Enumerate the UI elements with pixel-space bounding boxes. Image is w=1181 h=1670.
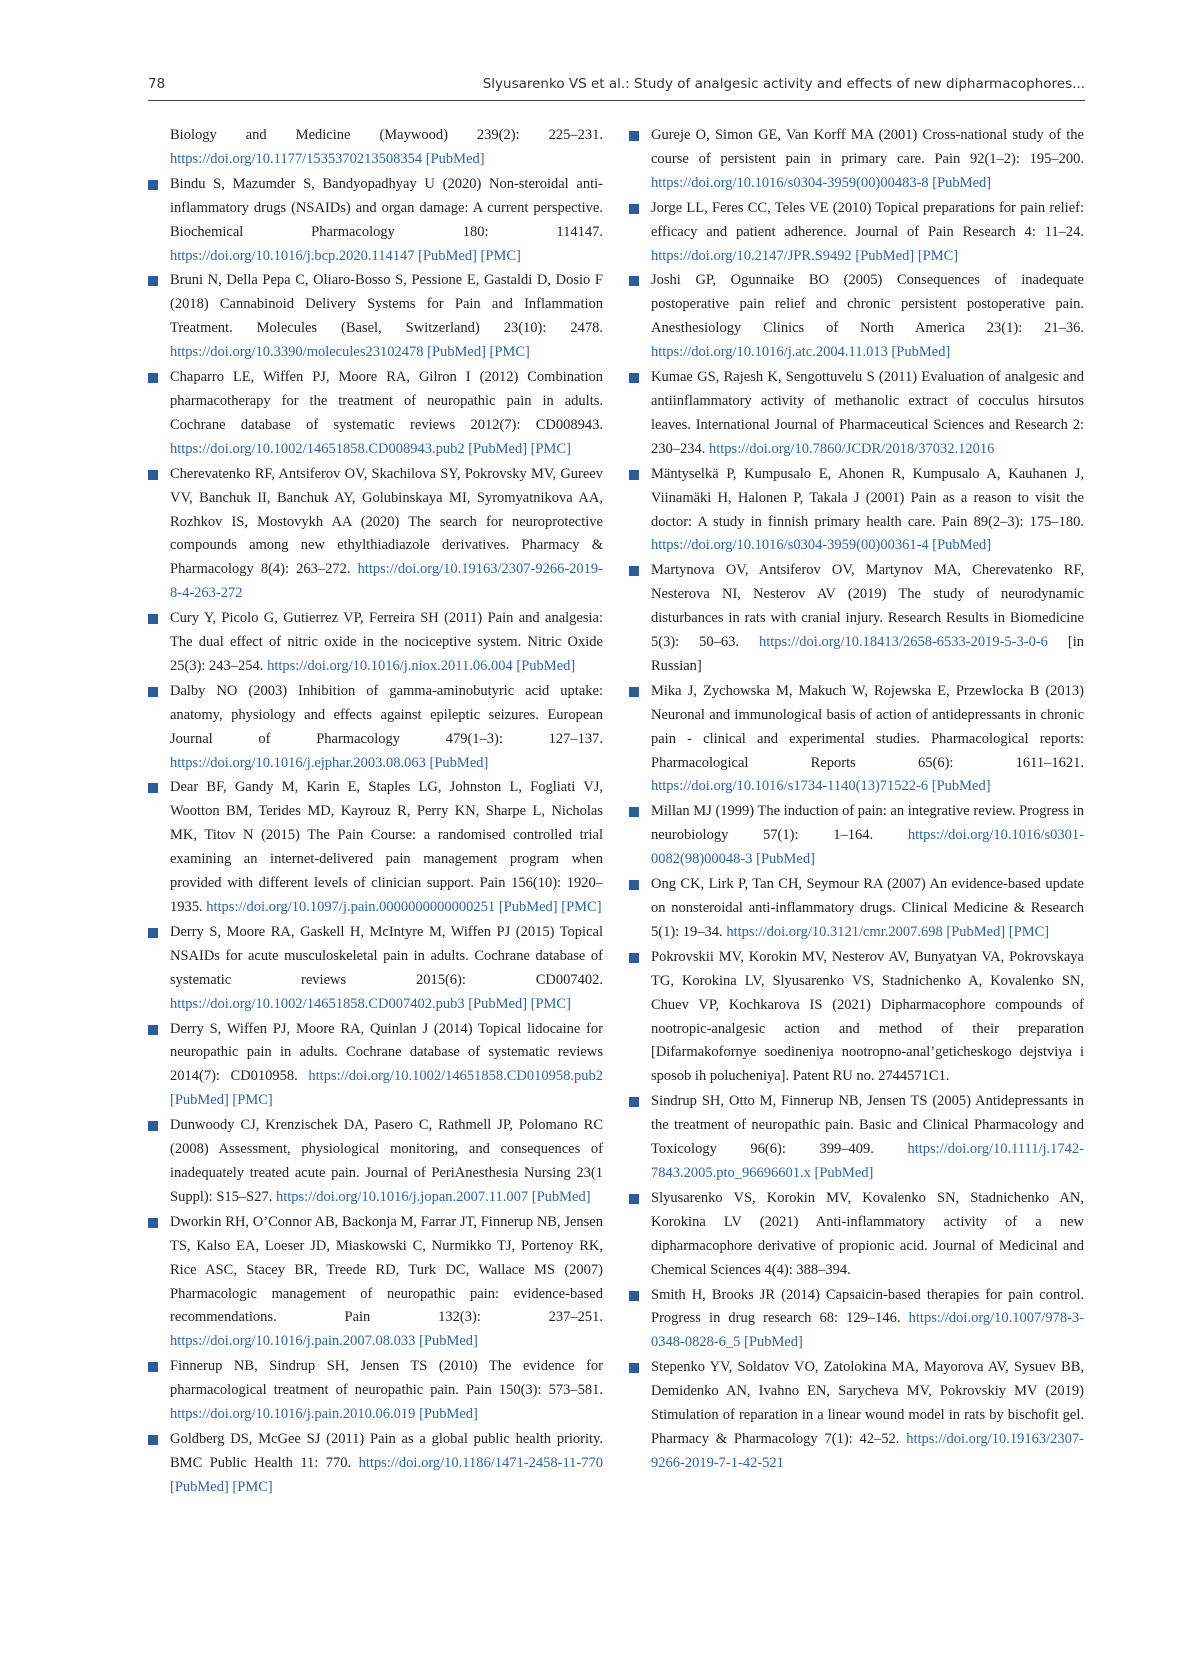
running-header <box>148 76 1085 101</box>
reference-text: Mika J, Zychowska M, Makuch W, Rojewska E, Przewlocka B (2013) Neuronal and immunological basis of action of antidepressants in chronic pain - clinical and experimental studies. Pharmacological reports: Pharmacological Reports 65(6): 1611–1621. <box>651 682 1084 771</box>
reference-column-right <box>629 124 1084 1477</box>
reference-text: Stepenko YV, Soldatov VO, Zatolokina MA, Mayorova AV, Sysuev BB, Demidenko AN, Ivahno EN, Sarycheva MV, Pokrovskiy MV (2019) Stimulation of reparation in a linear wound model in rats by bischofit gel. Pharmacy & Pharmacology 7(1): 42–52. <box>651 1359 1084 1447</box>
pubmed-pmc-links[interactable]: [PubMed] [PMC] <box>468 440 571 457</box>
bullet-square-icon <box>148 276 158 286</box>
reference-text: Finnerup NB, Sindrup SH, Jensen TS (2010) The evidence for pharmacological treatment of neuropathic pain. Pain 150(3): 573–581. <box>170 1358 603 1399</box>
pubmed-pmc-links[interactable]: [PubMed] <box>419 1333 478 1350</box>
doi-link[interactable]: https://doi.org/10.1016/s0304-3959(00)00361-4 <box>651 537 929 554</box>
reference-text: Cury Y, Picolo G, Gutierrez VP, Ferreira SH (2011) Pain and analgesia: The dual effect of nitric oxide in the nociceptive system. Nitric Oxide 25(3): 243–254. <box>170 610 603 674</box>
bullet-square-icon <box>629 204 639 214</box>
reference-text: Jorge LL, Feres CC, Teles VE (2010) Topical preparations for pain relief: efficacy and patient adherence. Journal of Pain Research 4: 11–24. <box>651 199 1084 240</box>
reference-item <box>629 800 1084 872</box>
reference-item <box>629 197 1084 269</box>
reference-item <box>629 1090 1084 1186</box>
doi-link[interactable]: https://doi.org/10.1016/j.atc.2004.11.013 <box>651 344 888 361</box>
bullet-square-icon <box>629 1097 639 1107</box>
bullet-square-icon <box>148 1121 158 1131</box>
reference-text: Dworkin RH, O’Connor AB, Backonja M, Farrar JT, Finnerup NB, Jensen TS, Kalso EA, Loeser JD, Miaskowski C, Nurmikko TJ, Portenoy RK, Rice ASC, Stacey BR, Treede RD, Turk DC, Wallace MS (2007) Pharmacologic management of neuropathic pain: evidence-based recommendations. Pain 132(3): 237–251. <box>170 1213 603 1326</box>
bullet-square-icon <box>629 1194 639 1204</box>
doi-link[interactable]: https://doi.org/10.1016/s0301-0082(98)00048-3 <box>651 827 1084 868</box>
bullet-square-icon <box>148 180 158 190</box>
reference-item <box>629 269 1084 365</box>
doi-link[interactable]: https://doi.org/10.1097/j.pain.0000000000000251 <box>206 899 496 915</box>
pubmed-pmc-links[interactable]: [PubMed] <box>419 1406 478 1423</box>
pubmed-pmc-links[interactable]: [PubMed] [PMC] <box>170 1478 273 1495</box>
bullet-square-icon <box>148 928 158 938</box>
reference-item <box>148 607 603 679</box>
doi-link[interactable]: https://doi.org/10.1177/1535370213508354 <box>170 150 423 167</box>
doi-link[interactable]: https://doi.org/10.1016/j.bcp.2020.114147 <box>170 247 415 264</box>
reference-suffix: [in Russian] <box>651 634 1084 674</box>
reference-item <box>148 1018 603 1114</box>
reference-text: Ong CK, Lirk P, Tan CH, Seymour RA (2007) An evidence-based update on nonsteroidal anti-inflammatory drugs. Clinical Medicine & Research 5(1): 19–34. <box>651 876 1084 940</box>
reference-item <box>148 1114 603 1210</box>
reference-text: Chaparro LE, Wiffen PJ, Moore RA, Gilron I (2012) Combination pharmacotherapy for the treatment of neuropathic pain in adults. Cochrane database of systematic reviews 2012(7): CD008943. <box>170 369 603 433</box>
reference-item <box>148 366 603 462</box>
reference-item <box>629 124 1084 196</box>
bullet-square-icon <box>629 687 639 697</box>
doi-link[interactable]: https://doi.org/10.1016/s1734-1140(13)71522-6 <box>651 778 929 795</box>
reference-item <box>629 559 1084 679</box>
reference-text: Sindrup SH, Otto M, Finnerup NB, Jensen TS (2005) Antidepressants in the treatment of neuropathic pain. Basic and Clinical Pharmacology and Toxicology 96(6): 399–409. <box>651 1093 1084 1158</box>
reference-text: Martynova OV, Antsiferov OV, Martynov MA, Cherevatenko RF, Nesterova NI, Nesterov AV (2019) The study of neurodynamic disturbances in rats with cranial injury. Research Results in Biomedicine 5(3): 50–63. <box>651 562 1084 651</box>
reference-item <box>148 269 603 365</box>
page-number: 78 <box>148 76 166 92</box>
pubmed-pmc-links[interactable]: [PubMed] [PMC] <box>418 247 521 264</box>
pubmed-pmc-links[interactable]: [PubMed] <box>429 754 489 771</box>
reference-item <box>148 1428 603 1500</box>
bullet-square-icon <box>629 373 639 383</box>
doi-link[interactable]: https://doi.org/10.1007/978-3-0348-0828-6_5 <box>651 1310 1084 1351</box>
doi-link[interactable]: https://doi.org/10.1016/j.pain.2007.08.033 <box>170 1333 416 1350</box>
reference-text: Biology and Medicine (Maywood) 239(2): 225–231. <box>170 127 603 143</box>
reference-text: Dalby NO (2003) Inhibition of gamma-aminobutyric acid uptake: anatomy, physiology and effects against epileptic seizures. European Journal of Pharmacology 479(1–3): 127–137. <box>170 682 603 747</box>
bullet-square-icon <box>629 880 639 890</box>
doi-link[interactable]: https://doi.org/10.3390/molecules23102478 <box>170 344 424 361</box>
doi-link[interactable]: https://doi.org/10.1016/j.pain.2010.06.019 <box>170 1406 416 1423</box>
reference-column-left <box>148 124 603 1501</box>
pubmed-pmc-links[interactable]: [PubMed] [PMC] <box>468 995 571 1012</box>
bullet-square-icon <box>629 470 639 480</box>
pubmed-pmc-links[interactable]: [PubMed] <box>756 851 815 868</box>
bullet-square-icon <box>629 566 639 576</box>
pubmed-pmc-links[interactable]: [PubMed] [PMC] <box>946 923 1050 940</box>
pubmed-pmc-links[interactable]: [PubMed] <box>516 657 576 674</box>
doi-link[interactable]: https://doi.org/10.19163/2307-9266-2019-8-4-263-272 <box>170 561 603 602</box>
pubmed-pmc-links[interactable]: [PubMed] [PMC] <box>427 344 530 361</box>
bullet-square-icon <box>148 1435 158 1445</box>
pubmed-pmc-links[interactable]: [PubMed] <box>931 778 991 795</box>
doi-link[interactable]: https://doi.org/10.1016/j.ejphar.2003.08.063 <box>170 754 426 771</box>
reference-text: Millan MJ (1999) The induction of pain: an integrative review. Progress in neurobiology 57(1): 1–164. <box>651 803 1084 844</box>
doi-link[interactable]: https://doi.org/10.2147/JPR.S9492 <box>651 247 852 264</box>
pubmed-pmc-links[interactable]: [PubMed] <box>744 1334 803 1351</box>
doi-link[interactable]: https://doi.org/10.1111/j.1742-7843.2005.pto_96696601.x <box>651 1141 1084 1181</box>
running-title: Slyusarenko VS et al.: Study of analgesic activity and effects of new dipharmacophores... <box>482 76 1085 92</box>
reference-item <box>148 680 603 776</box>
doi-link[interactable]: https://doi.org/10.1002/14651858.CD007402.pub3 <box>170 995 465 1012</box>
doi-link[interactable]: https://doi.org/10.18413/2658-6533-2019-5-3-0-6 <box>759 634 1048 651</box>
bullet-square-icon <box>148 783 158 793</box>
pubmed-pmc-links[interactable]: [PubMed] <box>531 1188 591 1205</box>
reference-item <box>629 1284 1084 1356</box>
reference-text: Cherevatenko RF, Antsiferov OV, Skachilova SY, Pokrovsky MV, Gureev VV, Banchuk II, Banchuk AY, Golubinskaya MI, Syromyatnikova AA, Rozhkov IS, Mostovykh AA (2020) The search for neuroprotective compounds among new ethylthiadiazole derivatives. Pharmacy & Pharmacology 8(4): 263–272. <box>170 465 603 578</box>
reference-item <box>148 173 603 269</box>
reference-item <box>148 463 603 606</box>
bullet-square-icon <box>629 807 639 817</box>
reference-text: Joshi GP, Ogunnaike BO (2005) Consequences of inadequate postoperative pain relief and chronic persistent postoperative pain. Anesthesiology Clinics of North America 23(1): 21–36. <box>651 272 1084 337</box>
pubmed-pmc-links[interactable]: [PubMed] <box>814 1164 874 1181</box>
doi-link[interactable]: https://doi.org/10.7860/JCDR/2018/37032.12016 <box>709 440 995 457</box>
reference-text: Dear BF, Gandy M, Karin E, Staples LG, Johnston L, Fogliati VJ, Wootton BM, Terides MD, Kayrouz R, Perry KN, Sharpe L, Nicholas MK, Titov N (2015) The Pain Course: a randomised controlled trial examining an internet-delivered pain management program when provided with different levels of clinician support. Pain 156(10): 1920–1935. <box>170 779 603 915</box>
reference-item <box>148 776 603 919</box>
pubmed-pmc-links[interactable]: [PubMed] [PMC] <box>855 247 959 264</box>
bullet-square-icon <box>629 276 639 286</box>
doi-link[interactable]: https://doi.org/10.1186/1471-2458-11-770 <box>358 1454 603 1471</box>
reference-item <box>629 1356 1084 1476</box>
doi-link[interactable]: https://doi.org/10.3121/cmr.2007.698 <box>726 923 943 940</box>
bullet-square-icon <box>148 470 158 480</box>
bullet-square-icon <box>629 131 639 141</box>
reference-text: Derry S, Moore RA, Gaskell H, McIntyre M, Wiffen PJ (2015) Topical NSAIDs for acute musculoskeletal pain in adults. Cochrane database of systematic reviews 2015(6): CD007402. <box>170 923 603 988</box>
pubmed-pmc-links[interactable]: [PubMed] [PMC] <box>170 1092 273 1109</box>
reference-text: Dunwoody CJ, Krenzischek DA, Pasero C, Rathmell JP, Polomano RC (2008) Assessment, physiological monitoring, and consequences of inadequately treated acute pain. Journal of PeriAnesthesia Nursing 23(1 Suppl): S15–S27. <box>170 1117 603 1205</box>
reference-item <box>629 366 1084 462</box>
doi-link[interactable]: https://doi.org/10.1016/j.niox.2011.06.004 <box>267 657 513 674</box>
reference-item <box>148 921 603 1017</box>
bullet-square-icon <box>148 1362 158 1372</box>
reference-text: Kumae GS, Rajesh K, Sengottuvelu S (2011) Evaluation of analgesic and antiinflammatory activity of methanolic extract of cocculus hirsutos leaves. International Journal of Pharmaceutical Sciences and Research 2: 230–234. <box>651 369 1084 457</box>
bullet-square-icon <box>629 953 639 963</box>
reference-text: Mäntyselkä P, Kumpusalo E, Ahonen R, Kumpusalo A, Kauhanen J, Viinamäki H, Halonen P, Takala J (2001) Pain as a reason to visit the doctor: A study in finnish primary health care. Pain 89(2–3): 175–180. <box>651 465 1084 530</box>
reference-text: Derry S, Wiffen PJ, Moore RA, Quinlan J (2014) Topical lidocaine for neuropathic pain in adults. Cochrane database of systematic reviews 2014(7): CD010958. <box>170 1020 603 1085</box>
reference-continuation <box>148 124 603 172</box>
reference-text: Smith H, Brooks JR (2014) Capsaicin-based therapies for pain control. Progress in drug research 68: 129–146. <box>651 1286 1084 1327</box>
pubmed-pmc-links[interactable]: [PubMed] <box>932 174 992 191</box>
pubmed-pmc-links[interactable]: [PubMed] <box>932 537 992 554</box>
reference-text: Pokrovskii MV, Korokin MV, Nesterov AV, Bunyatyan VA, Pokrovskaya TG, Korokina LV, Slyusarenko VS, Stadnichenko A, Kovalenko SN, Chuev VP, Kochkarova IS (2021) Dipharmacophore compounds of nootropic-analgesic action and method of their preparation [Difarmakofornye soedineniya nootropno-anal’geticheskogo dejstviya i sposob ih polucheniya]. Patent RU no. 2744571C1. <box>651 948 1084 1085</box>
reference-text: Bruni N, Della Pepa C, Oliaro-Bosso S, Pessione E, Gastaldi D, Dosio F (2018) Cannabinoid Delivery Systems for Pain and Inflammation Treatment. Molecules (Basel, Switzerland) 23(10): 2478. <box>170 272 603 337</box>
reference-item <box>629 873 1084 945</box>
pubmed-pmc-links[interactable]: [PubMed] <box>891 344 951 361</box>
pubmed-pmc-links[interactable]: [PubMed] <box>425 150 485 167</box>
doi-link[interactable]: https://doi.org/10.19163/2307-9266-2019-7-1-42-521 <box>651 1430 1084 1471</box>
reference-text: Goldberg DS, McGee SJ (2011) Pain as a global public health priority. BMC Public Health 11: 770. <box>170 1430 603 1471</box>
reference-item <box>629 463 1084 559</box>
reference-item <box>629 1187 1084 1283</box>
reference-item <box>148 1211 603 1354</box>
pubmed-pmc-links[interactable]: [PubMed] [PMC] <box>498 899 602 915</box>
reference-text: Slyusarenko VS, Korokin MV, Kovalenko SN, Stadnichenko AN, Korokina LV (2021) Anti-inflammatory activity of a new dipharmacophore derivative of propionic acid. Journal of Medicinal and Chemical Sciences 4(4): 388–394. <box>651 1189 1084 1278</box>
bullet-square-icon <box>148 614 158 624</box>
bullet-square-icon <box>148 1025 158 1035</box>
bullet-square-icon <box>148 373 158 383</box>
reference-text: Gureje O, Simon GE, Van Korff MA (2001) Cross-national study of the course of persistent pain in primary care. Pain 92(1–2): 195–200. <box>651 127 1084 167</box>
bullet-square-icon <box>148 687 158 697</box>
doi-link[interactable]: https://doi.org/10.1016/s0304-3959(00)00483-8 <box>651 174 929 191</box>
bullet-square-icon <box>629 1363 639 1373</box>
bullet-square-icon <box>629 1291 639 1301</box>
doi-link[interactable]: https://doi.org/10.1002/14651858.CD008943.pub2 <box>170 440 465 457</box>
reference-text: Bindu S, Mazumder S, Bandyopadhyay U (2020) Non-steroidal anti-inflammatory drugs (NSAIDs) and organ damage: A current perspective. Biochemical Pharmacology 180: 114147. <box>170 175 603 240</box>
reference-item <box>148 1355 603 1427</box>
reference-item <box>629 680 1084 800</box>
doi-link[interactable]: https://doi.org/10.1016/j.jopan.2007.11.007 <box>275 1188 529 1205</box>
reference-item <box>629 946 1084 1089</box>
bullet-square-icon <box>148 1218 158 1228</box>
doi-link[interactable]: https://doi.org/10.1002/14651858.CD010958.pub2 <box>308 1068 603 1085</box>
